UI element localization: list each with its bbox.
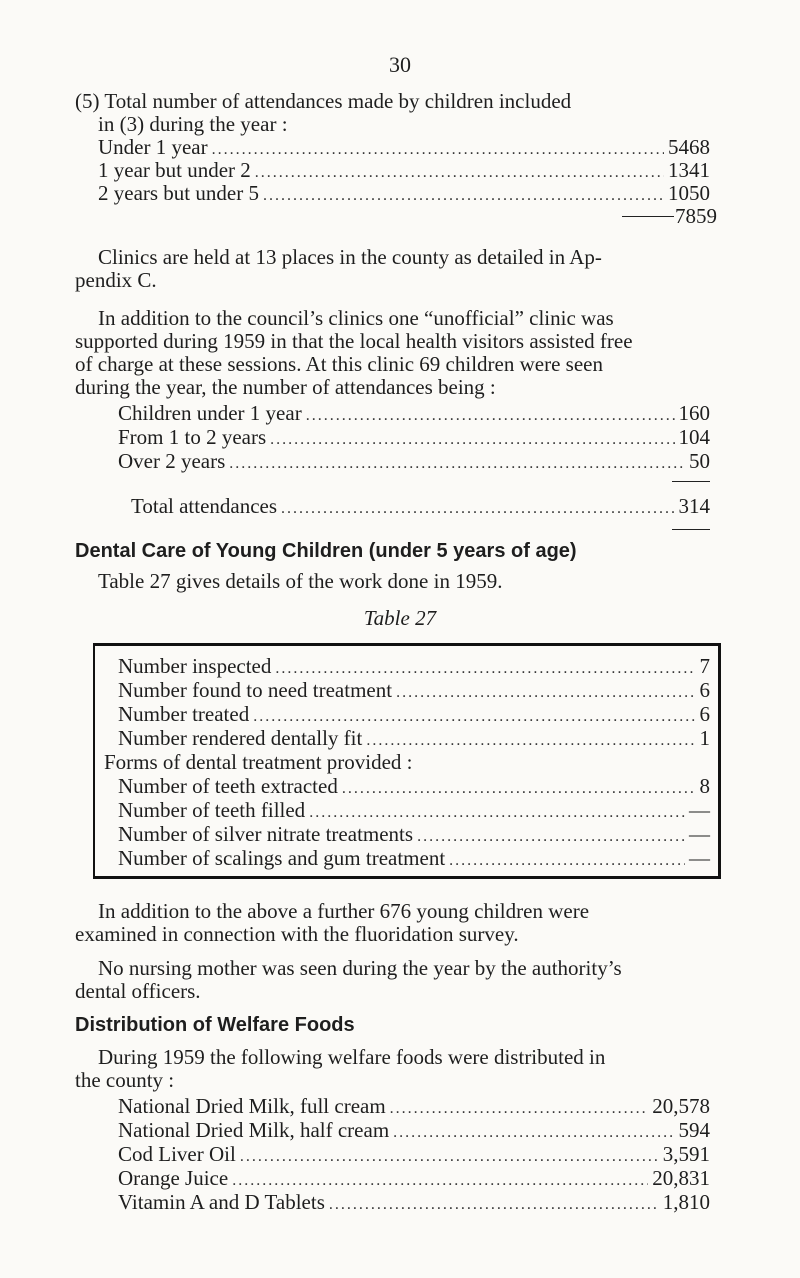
table-row: Number of teeth extracted ..... 8 — [118, 774, 710, 801]
welfare-row: National Dried Milk, half cream ..... 594 — [118, 1118, 710, 1145]
welfare-row: Cod Liver Oil ..... 3,591 — [118, 1142, 710, 1169]
unofficial-line3: of charge at these sessions. At this clinic 69 children were seen — [75, 352, 603, 376]
total-rule-bottom — [672, 529, 710, 530]
section5-intro-line2: in (3) during the year : — [98, 112, 288, 136]
unofficial-row-under1: Children under 1 year ..... 160 — [118, 401, 710, 428]
table-row: Number of silver nitrate treatments ..... — — [118, 822, 710, 849]
section5-row-1to2: 1 year but under 2 ..... 1341 — [98, 158, 710, 185]
table-caption: Table 27 — [363, 606, 437, 630]
section5-intro-line1: (5) Total number of attendances made by children included — [75, 89, 572, 113]
fluoridation-line2: examined in connection with the fluoridation survey. — [75, 922, 519, 946]
section5-total: 7859 — [675, 204, 717, 228]
fluoridation-line1: In addition to the above a further 676 young children were — [98, 899, 590, 923]
welfare-intro-line1: During 1959 the following welfare foods were distributed in — [98, 1045, 606, 1069]
dental-heading: Dental Care of Young Children (under 5 years of age) — [75, 540, 577, 562]
clinics-line1: Clinics are held at 13 places in the county as detailed in Ap- — [98, 245, 602, 269]
unofficial-line4: during the year, the number of attendances being : — [75, 375, 496, 399]
total-rule-top — [672, 481, 710, 482]
unofficial-line2: supported during 1959 in that the local health visitors assisted free — [75, 329, 633, 353]
table-row: Number inspected ..... 7 — [118, 654, 710, 681]
welfare-heading: Distribution of Welfare Foods — [75, 1014, 355, 1036]
nursing-line1: No nursing mother was seen during the year by the authority’s — [98, 956, 622, 980]
section5-row-2to5: 2 years but under 5 ..... 1050 — [98, 181, 710, 208]
table-row: Number treated ..... 6 — [118, 702, 710, 729]
welfare-row: Vitamin A and D Tablets ..... 1,810 — [118, 1190, 710, 1217]
table-row: Number found to need treatment ..... 6 — [118, 678, 710, 705]
welfare-intro-line2: the county : — [75, 1068, 175, 1092]
total-dash — [622, 216, 674, 217]
forms-label: Forms of dental treatment provided : — [104, 750, 413, 774]
unofficial-total-row: Total attendances ..... 314 — [131, 494, 710, 521]
unofficial-line1: In addition to the council’s clinics one “unofficial” clinic was — [98, 306, 614, 330]
welfare-row: National Dried Milk, full cream ..... 20,578 — [118, 1094, 710, 1121]
welfare-row: Orange Juice ..... 20,831 — [118, 1166, 710, 1193]
clinics-line2: pendix C. — [75, 268, 157, 292]
unofficial-row-over2: Over 2 years ..... 50 — [118, 449, 710, 476]
nursing-line2: dental officers. — [75, 979, 201, 1003]
unofficial-row-1to2: From 1 to 2 years ..... 104 — [118, 425, 710, 452]
table-row: Number rendered dentally fit ..... 1 — [118, 726, 710, 753]
section5-row-under1: Under 1 year ..... 5468 — [98, 135, 710, 162]
page-number: 30 — [389, 52, 411, 77]
table-row: Number of scalings and gum treatment ..... — — [118, 846, 710, 873]
table-row: Number of teeth filled ..... — — [118, 798, 710, 825]
dental-intro: Table 27 gives details of the work done in 1959. — [98, 569, 503, 593]
